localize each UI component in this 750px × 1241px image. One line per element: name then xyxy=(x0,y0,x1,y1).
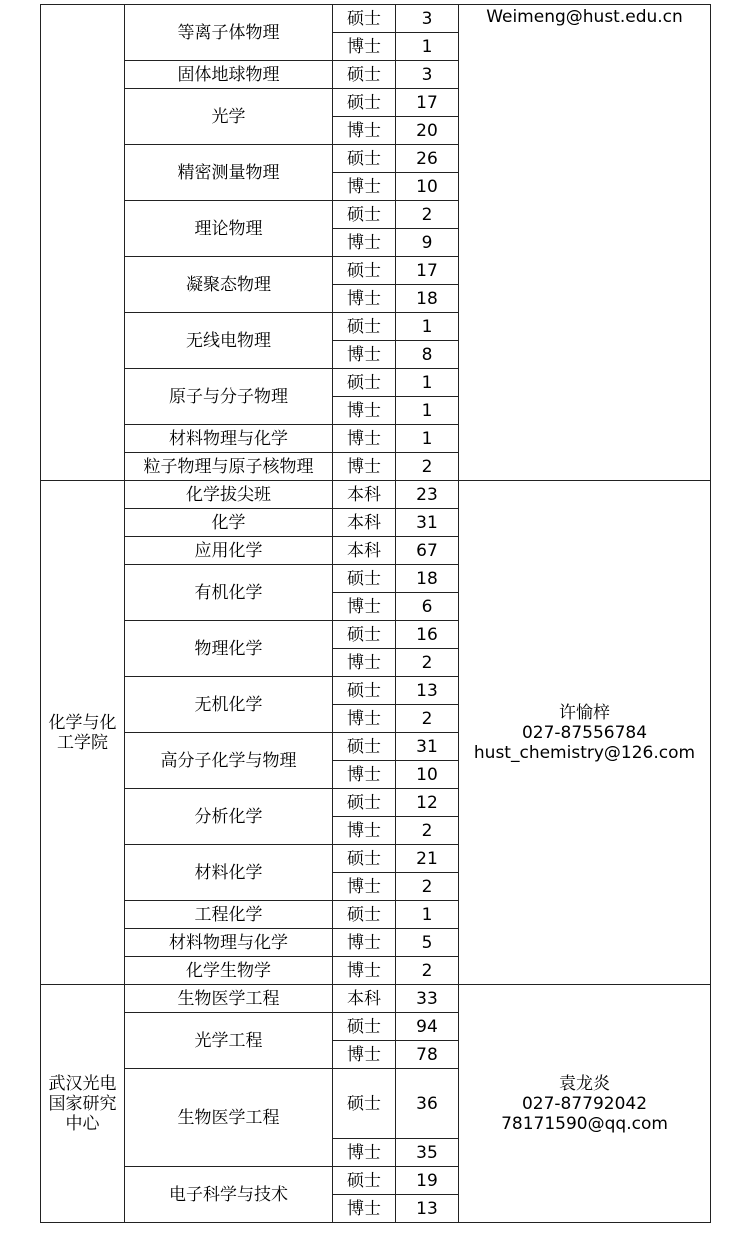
degree-level-cell: 博士 xyxy=(333,649,396,677)
quota-count-cell: 1 xyxy=(396,33,459,61)
degree-level-cell: 博士 xyxy=(333,397,396,425)
degree-level-cell: 硕士 xyxy=(333,145,396,173)
major-name-cell: 有机化学 xyxy=(125,565,333,621)
major-name-cell: 固体地球物理 xyxy=(125,61,333,89)
college-name-line: 中心 xyxy=(65,1113,100,1134)
quota-count-cell: 12 xyxy=(396,789,459,817)
contact-name: 许愉梓 xyxy=(559,702,610,723)
quota-count-cell: 17 xyxy=(396,89,459,117)
degree-level-cell: 硕士 xyxy=(333,1069,396,1139)
quota-count-cell: 2 xyxy=(396,817,459,845)
quota-count-cell: 23 xyxy=(396,481,459,509)
college-name-cell xyxy=(41,5,125,481)
degree-level-cell: 硕士 xyxy=(333,61,396,89)
degree-level-cell: 博士 xyxy=(333,593,396,621)
quota-count-cell: 26 xyxy=(396,145,459,173)
degree-level-cell: 硕士 xyxy=(333,257,396,285)
major-name-cell: 工程化学 xyxy=(125,901,333,929)
quota-count-cell: 13 xyxy=(396,1195,459,1223)
enrollment-table xyxy=(40,4,711,1223)
contact-phone: 027-87556784 xyxy=(521,722,648,743)
quota-count-cell: 2 xyxy=(396,705,459,733)
major-name-cell: 无机化学 xyxy=(125,677,333,733)
major-name-cell: 理论物理 xyxy=(125,201,333,257)
degree-level-cell: 博士 xyxy=(333,453,396,481)
quota-count-cell: 2 xyxy=(396,649,459,677)
table-row xyxy=(41,985,711,1013)
degree-level-cell: 博士 xyxy=(333,957,396,985)
major-name-cell: 材料物理与化学 xyxy=(125,929,333,957)
quota-count-cell: 94 xyxy=(396,1013,459,1041)
major-name-cell: 材料化学 xyxy=(125,845,333,901)
quota-count-cell: 19 xyxy=(396,1167,459,1195)
quota-count-cell: 33 xyxy=(396,985,459,1013)
quota-count-cell: 1 xyxy=(396,313,459,341)
college-name-cell xyxy=(41,481,125,985)
major-name-cell: 原子与分子物理 xyxy=(125,369,333,425)
degree-level-cell: 博士 xyxy=(333,117,396,145)
degree-level-cell: 博士 xyxy=(333,173,396,201)
quota-count-cell: 3 xyxy=(396,5,459,33)
college-name-line: 工学院 xyxy=(57,732,108,753)
degree-level-cell: 博士 xyxy=(333,425,396,453)
degree-level-cell: 硕士 xyxy=(333,1167,396,1195)
enrollment-table-container xyxy=(40,4,711,1223)
major-name-cell: 生物医学工程 xyxy=(125,985,333,1013)
quota-count-cell: 1 xyxy=(396,901,459,929)
contact-email: 78171590@qq.com xyxy=(501,1113,668,1134)
quota-count-cell: 2 xyxy=(396,957,459,985)
major-name-cell: 化学拔尖班 xyxy=(125,481,333,509)
quota-count-cell: 17 xyxy=(396,257,459,285)
quota-count-cell: 18 xyxy=(396,565,459,593)
degree-level-cell: 硕士 xyxy=(333,677,396,705)
major-name-cell: 凝聚态物理 xyxy=(125,257,333,313)
major-name-cell: 等离子体物理 xyxy=(125,5,333,61)
degree-level-cell: 博士 xyxy=(333,341,396,369)
contact-phone: 027-87792042 xyxy=(521,1093,648,1114)
contact-name: 袁龙炎 xyxy=(559,1073,610,1094)
degree-level-cell: 博士 xyxy=(333,1195,396,1223)
major-name-cell: 无线电物理 xyxy=(125,313,333,369)
quota-count-cell: 16 xyxy=(396,621,459,649)
major-name-cell: 应用化学 xyxy=(125,537,333,565)
degree-level-cell: 博士 xyxy=(333,817,396,845)
degree-level-cell: 硕士 xyxy=(333,733,396,761)
degree-level-cell: 本科 xyxy=(333,985,396,1013)
degree-level-cell: 硕士 xyxy=(333,5,396,33)
degree-level-cell: 博士 xyxy=(333,229,396,257)
degree-level-cell: 博士 xyxy=(333,1139,396,1167)
degree-level-cell: 博士 xyxy=(333,33,396,61)
quota-count-cell: 67 xyxy=(396,537,459,565)
contact-cell xyxy=(459,985,711,1223)
degree-level-cell: 博士 xyxy=(333,285,396,313)
quota-count-cell: 36 xyxy=(396,1069,459,1139)
major-name-cell: 分析化学 xyxy=(125,789,333,845)
degree-level-cell: 硕士 xyxy=(333,789,396,817)
quota-count-cell: 1 xyxy=(396,397,459,425)
table-row xyxy=(41,481,711,509)
contact-cell xyxy=(459,481,711,985)
degree-level-cell: 硕士 xyxy=(333,201,396,229)
quota-count-cell: 31 xyxy=(396,733,459,761)
degree-level-cell: 硕士 xyxy=(333,89,396,117)
major-name-cell: 光学 xyxy=(125,89,333,145)
major-name-cell: 光学工程 xyxy=(125,1013,333,1069)
quota-count-cell: 13 xyxy=(396,677,459,705)
degree-level-cell: 硕士 xyxy=(333,313,396,341)
contact-email: Weimeng@hust.edu.cn xyxy=(486,7,683,27)
quota-count-cell: 35 xyxy=(396,1139,459,1167)
contact-email: hust_chemistry@126.com xyxy=(473,742,696,763)
quota-count-cell: 20 xyxy=(396,117,459,145)
degree-level-cell: 硕士 xyxy=(333,621,396,649)
degree-level-cell: 硕士 xyxy=(333,369,396,397)
quota-count-cell: 78 xyxy=(396,1041,459,1069)
quota-count-cell: 31 xyxy=(396,509,459,537)
quota-count-cell: 3 xyxy=(396,61,459,89)
major-name-cell: 高分子化学与物理 xyxy=(125,733,333,789)
major-name-cell: 粒子物理与原子核物理 xyxy=(125,453,333,481)
quota-count-cell: 10 xyxy=(396,173,459,201)
degree-level-cell: 本科 xyxy=(333,481,396,509)
enrollment-table-body xyxy=(41,5,711,1223)
major-name-cell: 电子科学与技术 xyxy=(125,1167,333,1223)
major-name-cell: 材料物理与化学 xyxy=(125,425,333,453)
major-name-cell: 生物医学工程 xyxy=(125,1069,333,1167)
quota-count-cell: 8 xyxy=(396,341,459,369)
degree-level-cell: 硕士 xyxy=(333,565,396,593)
table-row xyxy=(41,5,711,33)
degree-level-cell: 博士 xyxy=(333,929,396,957)
degree-level-cell: 博士 xyxy=(333,705,396,733)
college-name-line: 武汉光电 xyxy=(48,1073,117,1094)
degree-level-cell: 硕士 xyxy=(333,901,396,929)
quota-count-cell: 9 xyxy=(396,229,459,257)
major-name-cell: 化学 xyxy=(125,509,333,537)
major-name-cell: 精密测量物理 xyxy=(125,145,333,201)
degree-level-cell: 本科 xyxy=(333,537,396,565)
quota-count-cell: 6 xyxy=(396,593,459,621)
quota-count-cell: 5 xyxy=(396,929,459,957)
degree-level-cell: 博士 xyxy=(333,761,396,789)
quota-count-cell: 2 xyxy=(396,873,459,901)
college-name-line: 化学与化 xyxy=(48,712,117,733)
quota-count-cell: 21 xyxy=(396,845,459,873)
quota-count-cell: 18 xyxy=(396,285,459,313)
major-name-cell: 化学生物学 xyxy=(125,957,333,985)
quota-count-cell: 2 xyxy=(396,453,459,481)
quota-count-cell: 1 xyxy=(396,369,459,397)
major-name-cell: 物理化学 xyxy=(125,621,333,677)
quota-count-cell: 2 xyxy=(396,201,459,229)
quota-count-cell: 10 xyxy=(396,761,459,789)
quota-count-cell: 1 xyxy=(396,425,459,453)
college-name-line: 国家研究 xyxy=(48,1093,117,1114)
contact-cell xyxy=(459,5,711,481)
degree-level-cell: 博士 xyxy=(333,873,396,901)
degree-level-cell: 硕士 xyxy=(333,845,396,873)
college-name-cell xyxy=(41,985,125,1223)
degree-level-cell: 本科 xyxy=(333,509,396,537)
degree-level-cell: 硕士 xyxy=(333,1013,396,1041)
degree-level-cell: 博士 xyxy=(333,1041,396,1069)
